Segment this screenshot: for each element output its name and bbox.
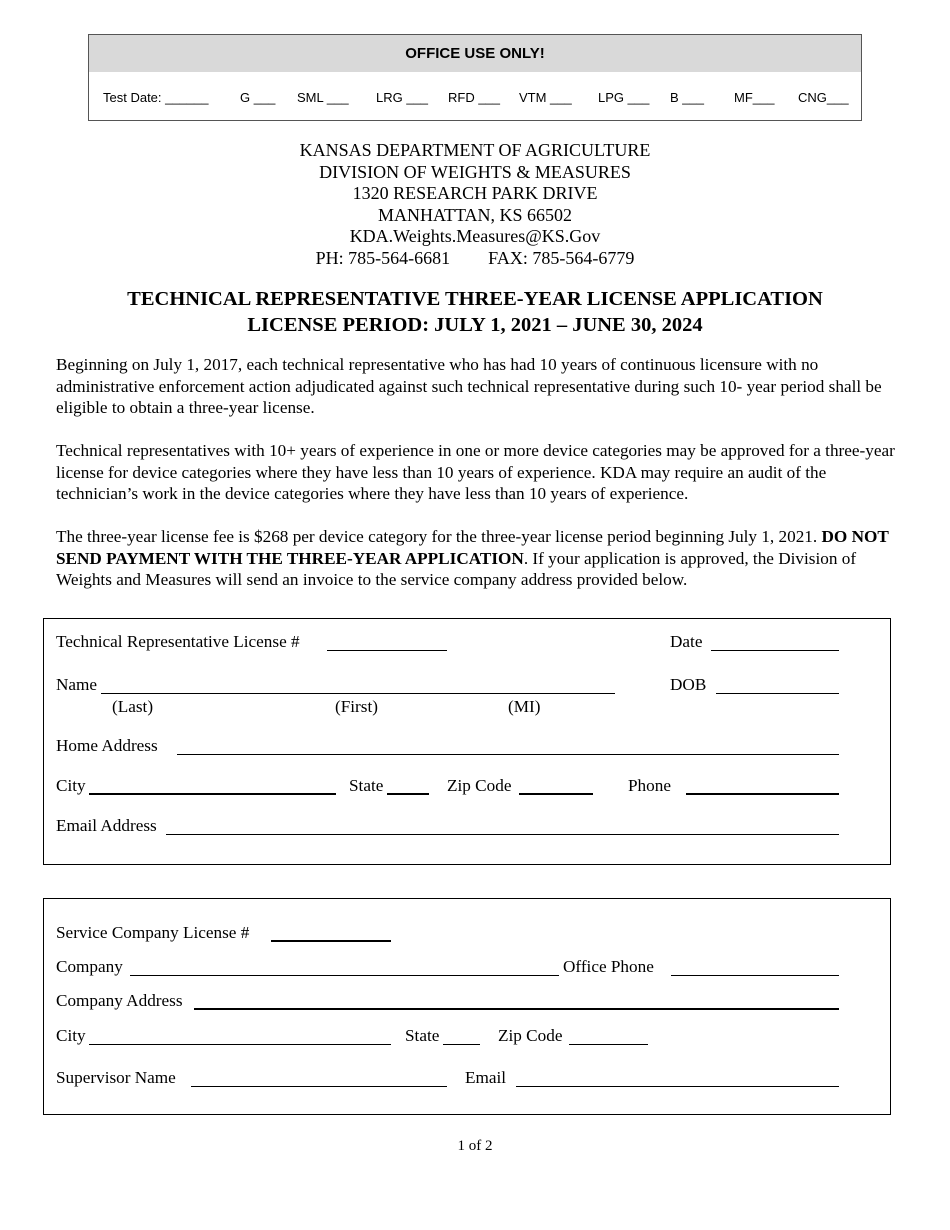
zip-code-label: Zip Code (447, 776, 512, 795)
fee-text: The three-year license fee is $268 per device category for the three-year license period beginning July 1, 2021. (56, 527, 818, 546)
office-phone-input[interactable] (671, 975, 839, 976)
fee-paragraph (56, 526, 898, 591)
street-address: 1320 RESEARCH PARK DRIVE (352, 183, 598, 203)
company-zip-label: Zip Code (498, 1026, 563, 1045)
agency-phone-fax (0, 248, 950, 270)
city-input[interactable] (89, 793, 336, 795)
middle-initial-hint: (MI) (508, 697, 541, 716)
home-address-label: Home Address (56, 736, 158, 755)
division-name: DIVISION OF WEIGHTS & MEASURES (319, 161, 631, 182)
lpg-field[interactable]: LPG ___ (598, 90, 650, 105)
g-field[interactable]: G ___ (240, 90, 276, 105)
tech-license-label: Technical Representative License # (56, 632, 300, 651)
agency-phone: PH: 785-564-6681 (315, 247, 451, 268)
company-city-input[interactable] (89, 1044, 391, 1045)
invoice-text: . If your application is approved, the Division of Weights and Measures will send an invoice to the service company address provided below. (56, 548, 857, 589)
agency-email: KDA.Weights.Measures@KS.Gov (349, 226, 601, 246)
vtm-field[interactable]: VTM ___ (519, 90, 572, 105)
company-address-label: Company Address (56, 991, 183, 1010)
form-title (0, 286, 950, 338)
service-company-section (43, 898, 891, 1115)
supervisor-email-input[interactable] (516, 1086, 839, 1087)
company-city-label: City (56, 1026, 86, 1045)
lrg-field[interactable]: LRG ___ (376, 90, 429, 105)
state-label: State (349, 776, 384, 795)
company-state-label: State (405, 1026, 440, 1045)
service-company-license-label: Service Company License # (56, 923, 250, 942)
company-input[interactable] (130, 975, 559, 976)
form-title-line1: TECHNICAL REPRESENTATIVE THREE-YEAR LICENSE APPLICATION (127, 288, 823, 310)
phone-label: Phone (628, 776, 671, 795)
supervisor-email-label: Email (465, 1068, 507, 1087)
payment-warning: DO NOT SEND PAYMENT WITH THE THREE-YEAR APPLICATION (56, 527, 889, 568)
mf-field[interactable]: MF___ (734, 90, 775, 105)
city-state-zip: MANHATTAN, KS 66502 (377, 204, 573, 225)
page-number: 1 of 2 (457, 1138, 493, 1154)
company-state-input[interactable] (443, 1044, 480, 1045)
service-company-license-input[interactable] (271, 940, 391, 942)
b-field[interactable]: B ___ (670, 90, 704, 105)
company-zip-input[interactable] (569, 1044, 648, 1045)
company-address-input[interactable] (194, 1008, 839, 1010)
license-period: LICENSE PERIOD: JULY 1, 2021 – JUNE 30, 2024 (247, 314, 703, 336)
supervisor-name-input[interactable] (191, 1086, 447, 1087)
email-address-input[interactable] (166, 834, 839, 835)
office-use-heading: OFFICE USE ONLY! (89, 35, 861, 72)
dob-label: DOB (670, 675, 707, 694)
date-label: Date (670, 632, 703, 651)
zip-code-input[interactable] (519, 793, 593, 795)
technical-representative-section (43, 618, 891, 865)
city-label: City (56, 776, 86, 795)
agency-address-block (0, 140, 950, 269)
company-label: Company (56, 957, 123, 976)
eligibility-paragraph: Beginning on July 1, 2017, each technical representative who has had 10 years of continuous licensure with no administrative enforcement action adjudicated against such technical representative during such 10- year period shall be eligible to obtain a three-year license. (56, 355, 882, 417)
supervisor-name-label: Supervisor Name (56, 1068, 176, 1087)
agency-name: KANSAS DEPARTMENT OF AGRICULTURE (299, 140, 651, 160)
agency-fax: FAX: 785-564-6779 (488, 247, 635, 268)
email-address-label: Email Address (56, 816, 157, 835)
office-phone-label: Office Phone (563, 957, 654, 976)
experience-paragraph: Technical representatives with 10+ years of experience in one or more device categories may be approved for a three-year license for device categories where they have less than 10 years of experience. KDA may require an audit of the technician’s work in the device categories where they have less than 10 years of experience. (56, 441, 895, 503)
phone-input[interactable] (686, 793, 839, 795)
tech-license-input[interactable] (327, 650, 447, 651)
state-input[interactable] (387, 793, 429, 795)
sml-field[interactable]: SML ___ (297, 90, 349, 105)
office-use-fields (89, 72, 861, 121)
name-label: Name (56, 675, 98, 694)
date-input[interactable] (711, 650, 839, 651)
name-input[interactable] (101, 693, 615, 694)
dob-input[interactable] (716, 693, 839, 694)
test-date-field[interactable]: Test Date: ______ (103, 90, 209, 105)
cng-field[interactable]: CNG___ (798, 90, 849, 105)
home-address-input[interactable] (177, 754, 839, 755)
last-name-hint: (Last) (112, 697, 154, 716)
rfd-field[interactable]: RFD ___ (448, 90, 501, 105)
first-name-hint: (First) (335, 697, 378, 716)
office-use-box (88, 34, 862, 121)
